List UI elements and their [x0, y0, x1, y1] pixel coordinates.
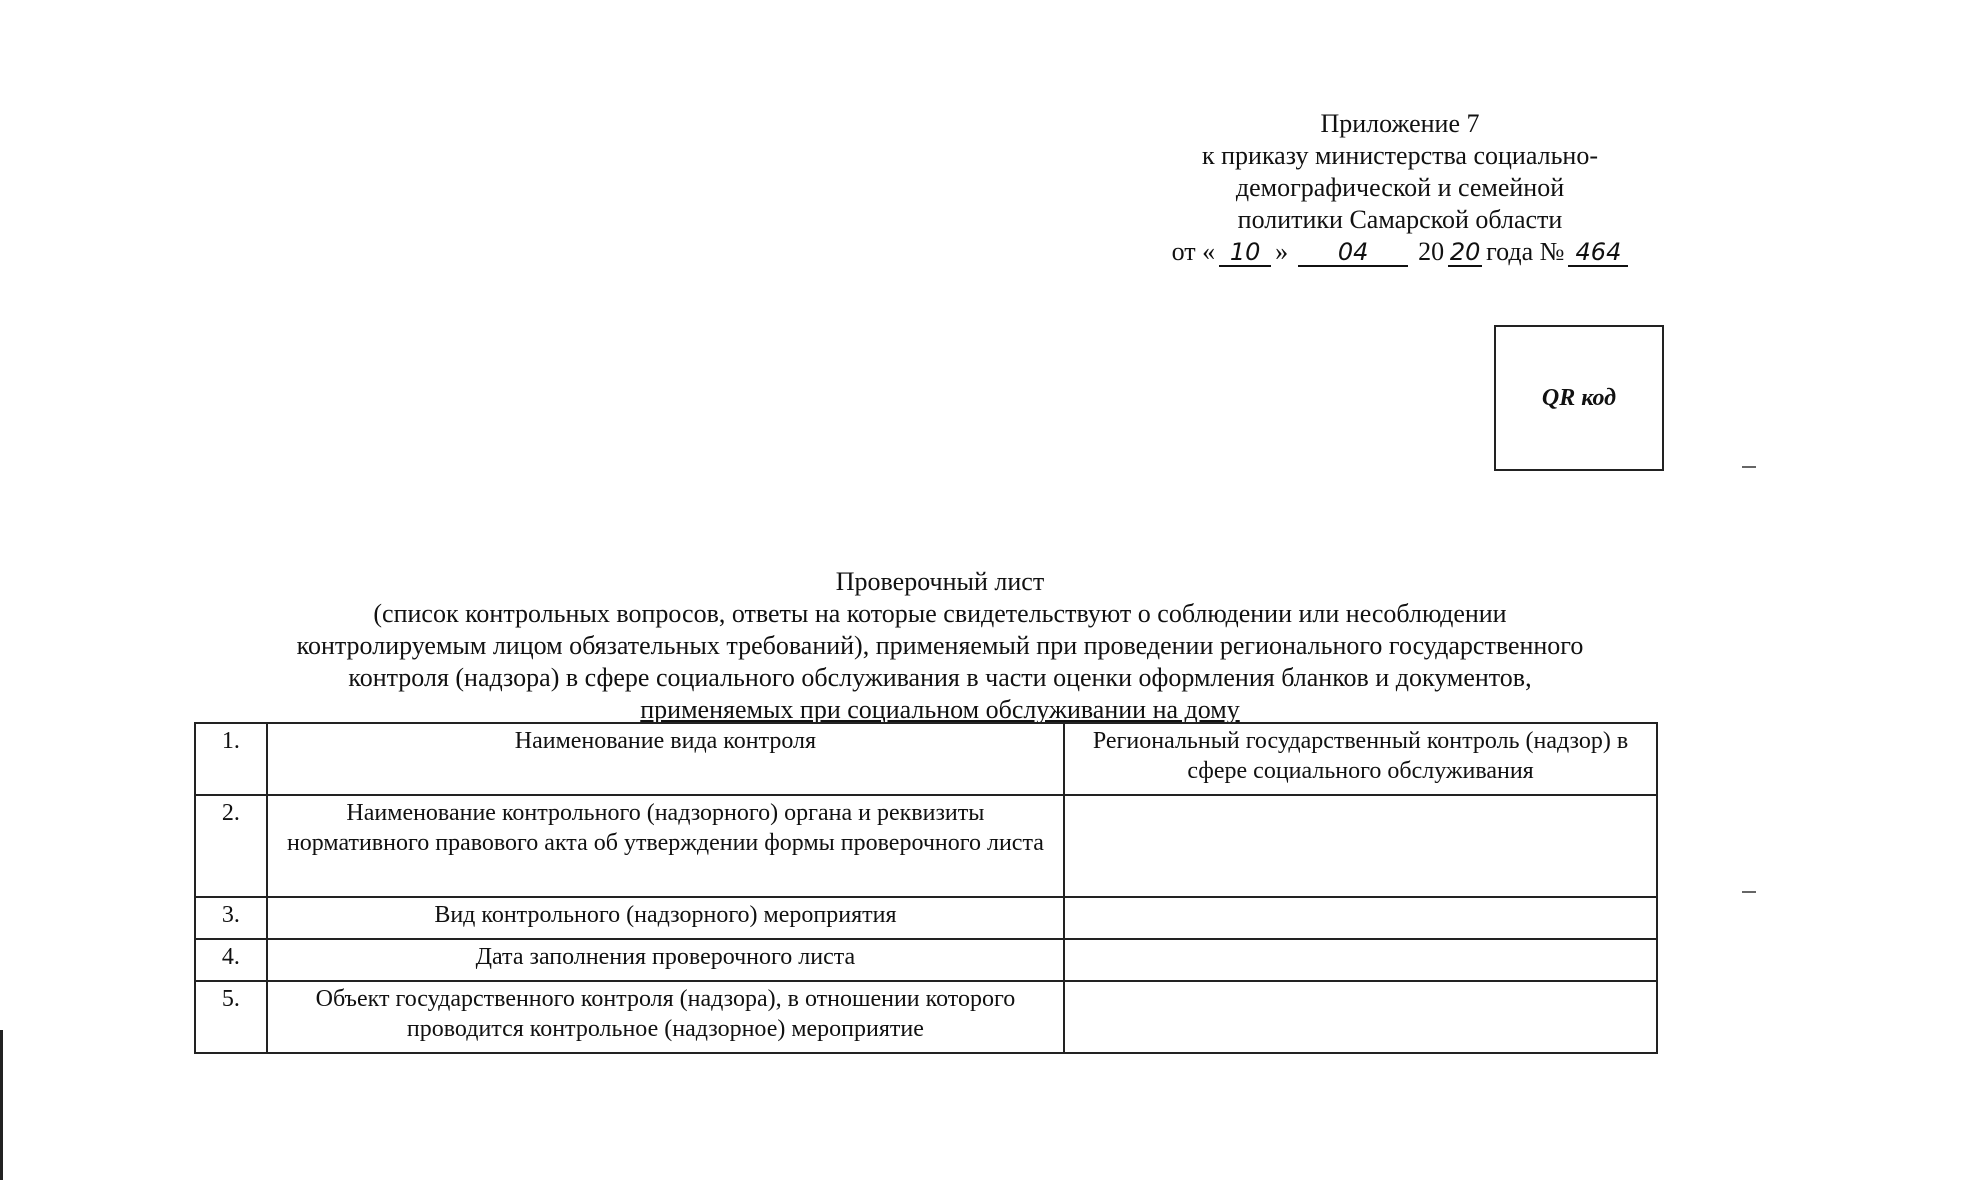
date-day-handwritten: 10 [1219, 239, 1271, 267]
qr-code-label: QR код [1541, 384, 1617, 411]
order-number-handwritten: 464 [1568, 239, 1628, 267]
row-field-value [1064, 981, 1657, 1053]
row-field-value: Региональный государственный контроль (надзор) в сфере социального обслуживания [1064, 723, 1657, 795]
date-mid: » [1275, 237, 1289, 266]
qr-code-placeholder [1494, 325, 1664, 471]
date-year-handwritten: 20 [1449, 238, 1481, 266]
row-number: 1. [195, 723, 267, 795]
appendix-order-line: к приказу министерства социально- [1201, 141, 1599, 170]
table-row [195, 723, 1657, 795]
table-row [195, 795, 1657, 897]
table-row [195, 939, 1657, 981]
checklist-subtitle-line2: контролируемым лицом обязательных требований), применяемый при проведении регионального государственного [296, 631, 1584, 660]
date-year-label: года № [1486, 237, 1565, 266]
appendix-title: Приложение 7 [1320, 109, 1480, 138]
checklist-subtitle-line4: применяемых при социальном обслуживании на дому [640, 695, 1240, 724]
row-field-name: Вид контрольного (надзорного) мероприятия [267, 897, 1064, 939]
checklist-heading: Проверочный лист [835, 567, 1045, 596]
row-field-name: Дата заполнения проверочного листа [267, 939, 1064, 981]
row-field-name: Объект государственного контроля (надзора), в отношении которого проводится контрольное (надзорное) мероприятие [267, 981, 1064, 1053]
appendix-ministry-line: демографической и семейной [1235, 173, 1565, 202]
checklist-title-block [180, 566, 1700, 726]
date-prefix: от « [1171, 237, 1216, 266]
row-field-name: Наименование контрольного (надзорного) органа и реквизиты нормативного правового акта об утверждении формы проверочного листа [267, 795, 1064, 897]
row-field-name: Наименование вида контроля [267, 723, 1064, 795]
checklist-subtitle-line3: контроля (надзора) в сфере социального обслуживания в части оценки оформления бланков и документов, [348, 663, 1532, 692]
scan-edge-mark [0, 1030, 3, 1180]
checklist-subtitle-line1: (список контрольных вопросов, ответы на которые свидетельствуют о соблюдении или несоблюдении [373, 599, 1507, 628]
row-field-value [1064, 795, 1657, 897]
row-number: 5. [195, 981, 267, 1053]
row-number: 3. [195, 897, 267, 939]
table-row [195, 897, 1657, 939]
appendix-date-line [1150, 236, 1650, 268]
checklist-table [194, 722, 1658, 1054]
date-year-prefix: 20 [1418, 237, 1445, 266]
table-row [195, 981, 1657, 1053]
appendix-header [1150, 108, 1650, 268]
appendix-region-line: политики Самарской области [1237, 205, 1563, 234]
row-field-value [1064, 939, 1657, 981]
row-number: 2. [195, 795, 267, 897]
scan-tick-mark [1742, 891, 1756, 893]
row-field-value [1064, 897, 1657, 939]
date-month-handwritten: 04 [1298, 239, 1408, 267]
scan-tick-mark [1742, 466, 1756, 468]
row-number: 4. [195, 939, 267, 981]
